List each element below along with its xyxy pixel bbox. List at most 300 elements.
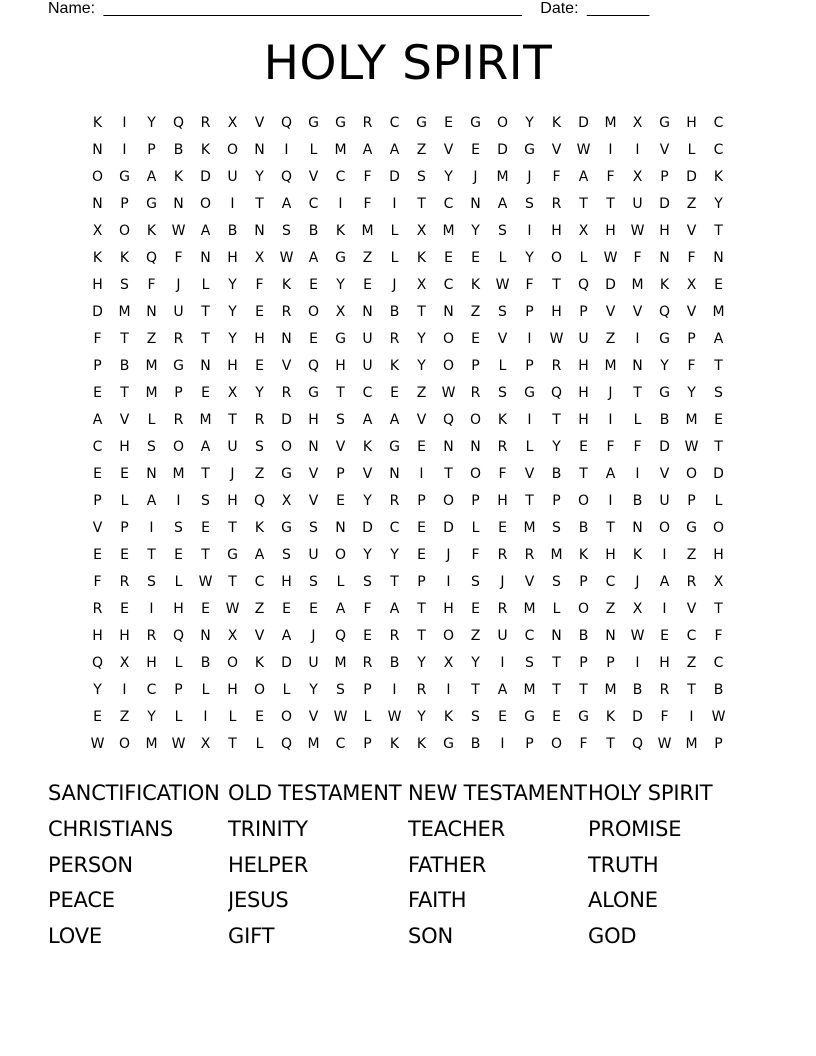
grid-letter[interactable]: I xyxy=(392,682,397,698)
grid-letter[interactable]: K xyxy=(362,439,373,455)
grid-letter[interactable]: N xyxy=(200,250,211,266)
grid-letter[interactable]: Y xyxy=(417,655,426,671)
grid-letter[interactable]: P xyxy=(606,655,615,671)
grid-letter[interactable]: N xyxy=(146,466,157,482)
grid-letter[interactable]: S xyxy=(363,574,372,590)
grid-letter[interactable]: A xyxy=(200,439,211,455)
grid-letter[interactable]: Y xyxy=(228,304,237,320)
grid-letter[interactable]: B xyxy=(173,142,184,158)
grid-letter[interactable]: W xyxy=(630,223,645,239)
grid-letter[interactable]: G xyxy=(281,466,292,482)
grid-letter[interactable]: O xyxy=(658,520,671,536)
grid-letter[interactable]: Y xyxy=(714,196,723,212)
grid-letter[interactable]: E xyxy=(255,358,264,374)
grid-letter[interactable]: H xyxy=(659,223,670,239)
grid-letter[interactable]: N xyxy=(470,196,481,212)
grid-letter[interactable]: M xyxy=(145,385,158,401)
grid-letter[interactable]: O xyxy=(226,655,239,671)
grid-letter[interactable]: C xyxy=(92,439,103,455)
grid-letter[interactable]: N xyxy=(659,250,670,266)
grid-letter[interactable]: K xyxy=(146,223,157,239)
grid-letter[interactable]: F xyxy=(687,250,696,266)
grid-letter[interactable]: K xyxy=(578,547,589,563)
date-blank-line[interactable]: _______ xyxy=(586,0,650,17)
grid-letter[interactable]: N xyxy=(173,196,184,212)
grid-letter[interactable]: L xyxy=(255,736,264,752)
grid-letter[interactable]: C xyxy=(443,277,454,293)
grid-letter[interactable]: Z xyxy=(146,331,157,347)
grid-letter[interactable]: Y xyxy=(363,547,372,563)
grid-letter[interactable]: P xyxy=(471,358,480,374)
grid-letter[interactable]: L xyxy=(147,412,156,428)
grid-letter[interactable]: R xyxy=(281,385,292,401)
grid-letter[interactable]: Y xyxy=(228,331,237,347)
grid-letter[interactable]: C xyxy=(335,736,346,752)
grid-letter[interactable]: T xyxy=(120,331,129,347)
grid-letter[interactable]: M xyxy=(550,547,563,563)
grid-letter[interactable]: E xyxy=(552,709,561,725)
grid-letter[interactable]: A xyxy=(605,466,616,482)
name-blank-line[interactable]: _______________________________________________ xyxy=(103,0,522,17)
grid-letter[interactable]: F xyxy=(147,277,156,293)
grid-letter[interactable]: Q xyxy=(550,385,563,401)
grid-letter[interactable]: M xyxy=(685,412,698,428)
grid-letter[interactable]: P xyxy=(579,655,588,671)
grid-letter[interactable]: B xyxy=(308,223,319,239)
grid-letter[interactable]: K xyxy=(92,250,103,266)
grid-letter[interactable]: D xyxy=(281,412,292,428)
grid-letter[interactable]: M xyxy=(307,736,320,752)
grid-letter[interactable]: B xyxy=(200,655,211,671)
grid-letter[interactable]: C xyxy=(389,520,400,536)
grid-letter[interactable]: I xyxy=(446,574,451,590)
grid-letter[interactable]: F xyxy=(579,736,588,752)
grid-letter[interactable]: M xyxy=(172,466,185,482)
grid-letter[interactable]: R xyxy=(686,574,697,590)
grid-letter[interactable]: L xyxy=(390,250,399,266)
grid-letter[interactable]: N xyxy=(632,358,643,374)
grid-letter[interactable]: R xyxy=(119,574,130,590)
grid-letter[interactable]: H xyxy=(551,304,562,320)
grid-letter[interactable]: K xyxy=(200,142,211,158)
grid-letter[interactable]: G xyxy=(659,385,670,401)
grid-letter[interactable]: O xyxy=(442,331,455,347)
grid-letter[interactable]: T xyxy=(390,574,399,590)
grid-letter[interactable]: A xyxy=(362,142,373,158)
grid-letter[interactable]: K xyxy=(713,169,724,185)
grid-letter[interactable]: A xyxy=(389,601,400,617)
grid-letter[interactable]: H xyxy=(335,358,346,374)
grid-letter[interactable]: I xyxy=(608,142,613,158)
grid-letter[interactable]: J xyxy=(608,385,613,401)
grid-letter[interactable]: P xyxy=(525,736,534,752)
grid-letter[interactable]: Q xyxy=(307,358,320,374)
grid-letter[interactable]: Q xyxy=(172,115,185,131)
grid-letter[interactable]: T xyxy=(606,520,615,536)
grid-letter[interactable]: E xyxy=(390,385,399,401)
grid-letter[interactable]: I xyxy=(635,331,640,347)
grid-letter[interactable]: O xyxy=(307,304,320,320)
grid-letter[interactable]: M xyxy=(334,142,347,158)
grid-letter[interactable]: F xyxy=(363,196,372,212)
grid-letter[interactable]: X xyxy=(578,223,589,239)
grid-letter[interactable]: P xyxy=(120,196,129,212)
grid-letter[interactable]: F xyxy=(174,250,183,266)
grid-letter[interactable]: I xyxy=(176,493,181,509)
grid-letter[interactable]: X xyxy=(119,655,130,671)
grid-letter[interactable]: P xyxy=(525,304,534,320)
grid-letter[interactable]: M xyxy=(145,736,158,752)
grid-letter[interactable]: D xyxy=(497,142,508,158)
grid-letter[interactable]: O xyxy=(172,439,185,455)
grid-letter[interactable]: J xyxy=(392,277,397,293)
grid-letter[interactable]: G xyxy=(308,385,319,401)
grid-letter[interactable]: M xyxy=(604,358,617,374)
grid-letter[interactable]: N xyxy=(443,304,454,320)
grid-letter[interactable]: V xyxy=(605,304,616,320)
grid-letter[interactable]: R xyxy=(281,304,292,320)
grid-letter[interactable]: W xyxy=(171,736,186,752)
grid-letter[interactable]: G xyxy=(686,520,697,536)
grid-letter[interactable]: W xyxy=(549,331,564,347)
grid-letter[interactable]: R xyxy=(659,682,670,698)
grid-letter[interactable]: N xyxy=(713,250,724,266)
grid-letter[interactable]: H xyxy=(281,574,292,590)
grid-letter[interactable]: O xyxy=(280,709,293,725)
grid-letter[interactable]: R xyxy=(92,601,103,617)
grid-letter[interactable]: V xyxy=(686,304,697,320)
grid-letter[interactable]: C xyxy=(524,628,535,644)
grid-letter[interactable]: T xyxy=(120,385,129,401)
grid-letter[interactable]: B xyxy=(578,628,589,644)
grid-letter[interactable]: N xyxy=(308,439,319,455)
grid-letter[interactable]: Y xyxy=(147,709,156,725)
grid-letter[interactable]: T xyxy=(579,196,588,212)
grid-letter[interactable]: I xyxy=(122,115,127,131)
grid-letter[interactable]: A xyxy=(659,574,670,590)
grid-letter[interactable]: R xyxy=(497,547,508,563)
grid-letter[interactable]: I xyxy=(527,223,532,239)
grid-letter[interactable]: O xyxy=(469,466,482,482)
grid-letter[interactable]: E xyxy=(417,547,426,563)
grid-letter[interactable]: B xyxy=(632,682,643,698)
grid-letter[interactable]: G xyxy=(335,250,346,266)
grid-letter[interactable]: A xyxy=(389,412,400,428)
grid-letter[interactable]: Z xyxy=(470,628,481,644)
grid-letter[interactable]: K xyxy=(92,115,103,131)
grid-letter[interactable]: K xyxy=(470,277,481,293)
grid-letter[interactable]: R xyxy=(173,331,184,347)
grid-letter[interactable]: E xyxy=(363,628,372,644)
grid-letter[interactable]: D xyxy=(443,520,454,536)
grid-letter[interactable]: H xyxy=(551,223,562,239)
grid-letter[interactable]: K xyxy=(173,169,184,185)
grid-letter[interactable]: A xyxy=(92,412,103,428)
grid-letter[interactable]: R xyxy=(416,682,427,698)
grid-letter[interactable]: V xyxy=(686,601,697,617)
grid-letter[interactable]: O xyxy=(280,439,293,455)
grid-letter[interactable]: P xyxy=(93,493,102,509)
grid-letter[interactable]: E xyxy=(120,547,129,563)
grid-letter[interactable]: E xyxy=(255,709,264,725)
grid-letter[interactable]: E xyxy=(93,466,102,482)
grid-letter[interactable]: S xyxy=(714,385,723,401)
grid-letter[interactable]: W xyxy=(90,736,105,752)
grid-letter[interactable]: L xyxy=(579,250,588,266)
grid-letter[interactable]: M xyxy=(523,520,536,536)
grid-letter[interactable]: W xyxy=(711,709,726,725)
grid-letter[interactable]: B xyxy=(713,682,724,698)
grid-letter[interactable]: X xyxy=(686,277,697,293)
grid-letter[interactable]: X xyxy=(713,574,724,590)
grid-letter[interactable]: D xyxy=(389,169,400,185)
grid-letter[interactable]: Q xyxy=(577,277,590,293)
grid-letter[interactable]: G xyxy=(281,520,292,536)
grid-letter[interactable]: H xyxy=(254,331,265,347)
grid-letter[interactable]: E xyxy=(201,520,210,536)
grid-letter[interactable]: M xyxy=(604,682,617,698)
grid-letter[interactable]: Y xyxy=(309,682,318,698)
grid-letter[interactable]: Z xyxy=(686,196,697,212)
grid-letter[interactable]: V xyxy=(119,412,130,428)
grid-letter[interactable]: E xyxy=(201,385,210,401)
grid-letter[interactable]: N xyxy=(632,520,643,536)
grid-letter[interactable]: T xyxy=(336,385,345,401)
grid-letter[interactable]: K xyxy=(632,547,643,563)
grid-letter[interactable]: G xyxy=(524,142,535,158)
grid-letter[interactable]: E xyxy=(120,601,129,617)
grid-letter[interactable]: W xyxy=(630,628,645,644)
grid-letter[interactable]: I xyxy=(203,709,208,725)
grid-letter[interactable]: W xyxy=(495,277,510,293)
grid-letter[interactable]: V xyxy=(551,142,562,158)
grid-letter[interactable]: G xyxy=(416,115,427,131)
grid-letter[interactable]: H xyxy=(227,358,238,374)
grid-letter[interactable]: V xyxy=(362,466,373,482)
grid-letter[interactable]: F xyxy=(660,709,669,725)
grid-letter[interactable]: V xyxy=(308,709,319,725)
grid-letter[interactable]: I xyxy=(338,196,343,212)
grid-letter[interactable]: D xyxy=(362,520,373,536)
grid-letter[interactable]: T xyxy=(228,574,237,590)
grid-letter[interactable]: C xyxy=(443,196,454,212)
grid-letter[interactable]: W xyxy=(333,709,348,725)
grid-letter[interactable]: L xyxy=(174,655,183,671)
grid-letter[interactable]: I xyxy=(527,412,532,428)
grid-letter[interactable]: R xyxy=(362,115,373,131)
grid-letter[interactable]: H xyxy=(497,493,508,509)
grid-letter[interactable]: Y xyxy=(444,169,453,185)
grid-letter[interactable]: R xyxy=(389,331,400,347)
grid-letter[interactable]: T xyxy=(714,223,723,239)
grid-letter[interactable]: O xyxy=(118,223,131,239)
grid-letter[interactable]: W xyxy=(603,250,618,266)
grid-letter[interactable]: B xyxy=(551,466,562,482)
grid-letter[interactable]: V xyxy=(308,493,319,509)
grid-letter[interactable]: E xyxy=(120,466,129,482)
grid-letter[interactable]: U xyxy=(362,331,373,347)
grid-letter[interactable]: H xyxy=(308,412,319,428)
grid-letter[interactable]: M xyxy=(685,736,698,752)
grid-letter[interactable]: D xyxy=(92,304,103,320)
grid-letter[interactable]: H xyxy=(686,115,697,131)
grid-letter[interactable]: G xyxy=(335,115,346,131)
grid-letter[interactable]: T xyxy=(228,412,237,428)
grid-letter[interactable]: I xyxy=(149,520,154,536)
grid-letter[interactable]: F xyxy=(633,250,642,266)
grid-letter[interactable]: Y xyxy=(390,547,399,563)
grid-letter[interactable]: K xyxy=(335,223,346,239)
grid-letter[interactable]: F xyxy=(633,439,642,455)
grid-letter[interactable]: D xyxy=(713,466,724,482)
grid-letter[interactable]: F xyxy=(363,169,372,185)
grid-letter[interactable]: V xyxy=(497,331,508,347)
grid-letter[interactable]: E xyxy=(444,250,453,266)
grid-letter[interactable]: H xyxy=(227,493,238,509)
grid-letter[interactable]: E xyxy=(309,601,318,617)
grid-letter[interactable]: R xyxy=(470,385,481,401)
grid-letter[interactable]: I xyxy=(689,709,694,725)
grid-letter[interactable]: L xyxy=(714,493,723,509)
grid-letter[interactable]: A xyxy=(281,628,292,644)
grid-letter[interactable]: E xyxy=(660,628,669,644)
grid-letter[interactable]: L xyxy=(174,574,183,590)
grid-letter[interactable]: L xyxy=(201,277,210,293)
grid-letter[interactable]: W xyxy=(576,142,591,158)
grid-letter[interactable]: V xyxy=(254,628,265,644)
grid-letter[interactable]: D xyxy=(659,439,670,455)
grid-letter[interactable]: P xyxy=(336,466,345,482)
grid-letter[interactable]: E xyxy=(282,601,291,617)
grid-letter[interactable]: F xyxy=(552,169,561,185)
grid-letter[interactable]: F xyxy=(93,331,102,347)
grid-letter[interactable]: G xyxy=(308,115,319,131)
grid-letter[interactable]: T xyxy=(687,682,696,698)
grid-letter[interactable]: P xyxy=(687,331,696,347)
grid-letter[interactable]: N xyxy=(551,628,562,644)
grid-letter[interactable]: F xyxy=(687,358,696,374)
grid-letter[interactable]: Z xyxy=(254,466,265,482)
grid-letter[interactable]: T xyxy=(201,304,210,320)
grid-letter[interactable]: K xyxy=(605,709,616,725)
grid-letter[interactable]: H xyxy=(605,223,616,239)
grid-letter[interactable]: B xyxy=(632,493,643,509)
grid-letter[interactable]: R xyxy=(254,412,265,428)
grid-letter[interactable]: P xyxy=(93,358,102,374)
grid-letter[interactable]: Z xyxy=(686,547,697,563)
grid-letter[interactable]: P xyxy=(579,574,588,590)
grid-letter[interactable]: S xyxy=(309,574,318,590)
grid-letter[interactable]: H xyxy=(578,412,589,428)
grid-letter[interactable]: N xyxy=(470,439,481,455)
grid-letter[interactable]: Y xyxy=(552,439,561,455)
grid-letter[interactable]: K xyxy=(551,115,562,131)
grid-letter[interactable]: V xyxy=(659,142,670,158)
grid-letter[interactable]: V xyxy=(281,358,292,374)
grid-letter[interactable]: S xyxy=(147,574,156,590)
grid-letter[interactable]: L xyxy=(498,250,507,266)
grid-letter[interactable]: G xyxy=(335,331,346,347)
grid-letter[interactable]: I xyxy=(230,196,235,212)
grid-letter[interactable]: R xyxy=(389,628,400,644)
grid-letter[interactable]: S xyxy=(201,493,210,509)
grid-letter[interactable]: M xyxy=(118,304,131,320)
grid-letter[interactable]: Y xyxy=(660,358,669,374)
grid-letter[interactable]: Q xyxy=(145,250,158,266)
grid-letter[interactable]: A xyxy=(497,682,508,698)
grid-letter[interactable]: M xyxy=(361,223,374,239)
grid-letter[interactable]: A xyxy=(146,493,157,509)
grid-letter[interactable]: G xyxy=(227,547,238,563)
grid-letter[interactable]: R xyxy=(497,601,508,617)
grid-letter[interactable]: D xyxy=(578,115,589,131)
grid-letter[interactable]: X xyxy=(632,115,643,131)
grid-letter[interactable]: H xyxy=(605,547,616,563)
grid-letter[interactable]: S xyxy=(552,520,561,536)
grid-letter[interactable]: H xyxy=(578,385,589,401)
grid-letter[interactable]: S xyxy=(417,169,426,185)
grid-letter[interactable]: S xyxy=(498,223,507,239)
grid-letter[interactable]: C xyxy=(713,655,724,671)
grid-letter[interactable]: E xyxy=(471,601,480,617)
grid-letter[interactable]: N xyxy=(92,196,103,212)
grid-letter[interactable]: S xyxy=(471,574,480,590)
grid-letter[interactable]: Y xyxy=(363,493,372,509)
grid-letter[interactable]: C xyxy=(605,574,616,590)
grid-letter[interactable]: E xyxy=(444,115,453,131)
grid-letter[interactable]: L xyxy=(498,358,507,374)
grid-letter[interactable]: L xyxy=(120,493,129,509)
grid-letter[interactable]: U xyxy=(227,169,238,185)
grid-letter[interactable]: M xyxy=(523,682,536,698)
grid-letter[interactable]: O xyxy=(577,493,590,509)
grid-letter[interactable]: S xyxy=(255,439,264,455)
grid-letter[interactable]: T xyxy=(552,655,561,671)
grid-letter[interactable]: I xyxy=(662,547,667,563)
grid-letter[interactable]: O xyxy=(199,196,212,212)
grid-letter[interactable]: Y xyxy=(228,277,237,293)
grid-letter[interactable]: I xyxy=(284,142,289,158)
grid-letter[interactable]: K xyxy=(254,655,265,671)
grid-letter[interactable]: V xyxy=(335,439,346,455)
grid-letter[interactable]: R xyxy=(173,412,184,428)
grid-letter[interactable]: O xyxy=(442,493,455,509)
grid-letter[interactable]: Y xyxy=(525,250,534,266)
grid-letter[interactable]: I xyxy=(500,736,505,752)
grid-letter[interactable]: M xyxy=(145,358,158,374)
grid-letter[interactable]: I xyxy=(122,142,127,158)
grid-letter[interactable]: Q xyxy=(91,655,104,671)
grid-letter[interactable]: H xyxy=(659,655,670,671)
grid-letter[interactable]: V xyxy=(524,574,535,590)
grid-letter[interactable]: T xyxy=(606,196,615,212)
grid-letter[interactable]: Y xyxy=(255,385,264,401)
grid-letter[interactable]: P xyxy=(417,493,426,509)
grid-letter[interactable]: J xyxy=(176,277,181,293)
grid-letter[interactable]: E xyxy=(471,142,480,158)
grid-letter[interactable]: K xyxy=(659,277,670,293)
grid-letter[interactable]: Q xyxy=(172,628,185,644)
grid-letter[interactable]: L xyxy=(174,709,183,725)
grid-letter[interactable]: L xyxy=(471,520,480,536)
grid-letter[interactable]: H xyxy=(443,601,454,617)
grid-letter[interactable]: E xyxy=(93,385,102,401)
grid-letter[interactable]: G xyxy=(524,709,535,725)
grid-letter[interactable]: N xyxy=(254,223,265,239)
grid-letter[interactable]: S xyxy=(336,682,345,698)
grid-letter[interactable]: C xyxy=(686,628,697,644)
grid-letter[interactable]: E xyxy=(471,331,480,347)
